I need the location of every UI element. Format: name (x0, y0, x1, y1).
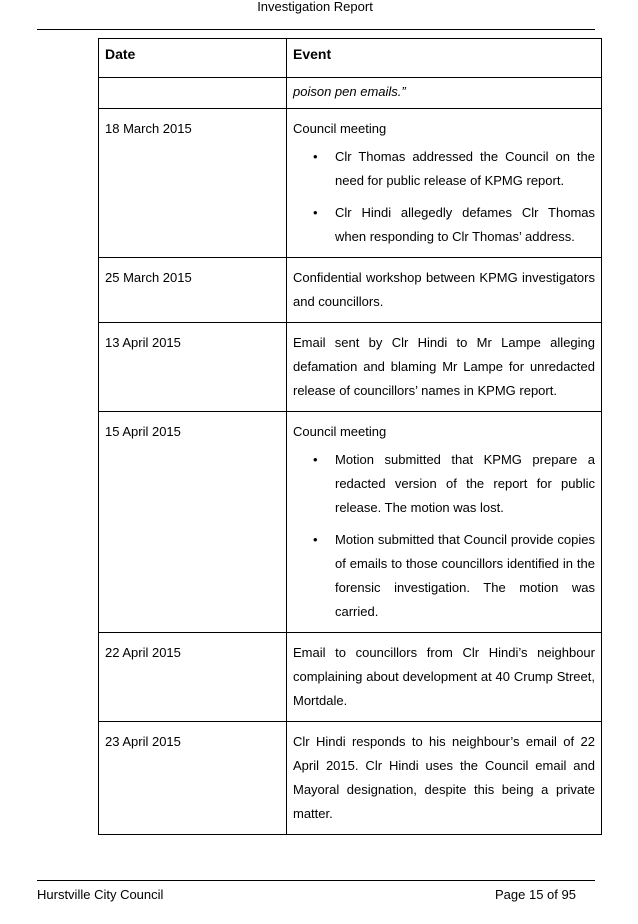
event-cell (287, 109, 602, 258)
event-title: Council meeting (293, 121, 387, 136)
table-row (99, 109, 602, 258)
date-cell: 22 April 2015 (99, 633, 287, 722)
table-row (99, 323, 602, 412)
list-item: • Motion submitted that Council provide copies of emails to those councillors identified in the forensic investigation. The motion was carried. (293, 528, 595, 624)
footer-organisation: Hurstville City Council (37, 887, 164, 902)
table-row (99, 78, 602, 109)
list-item: • Clr Hindi allegedly defames Clr Thomas when responding to Clr Thomas’ address. (293, 201, 595, 249)
event-cell (287, 412, 602, 633)
date-cell: 23 April 2015 (99, 722, 287, 835)
table-row (99, 412, 602, 633)
date-cell: 15 April 2015 (99, 412, 287, 633)
events-table (98, 38, 602, 835)
event-bullet-list (293, 145, 595, 249)
table-row (99, 258, 602, 323)
date-cell: 25 March 2015 (99, 258, 287, 323)
page-number: Page 15 of 95 (495, 887, 576, 902)
page-header-title: Investigation Report (257, 0, 373, 14)
date-cell: 13 April 2015 (99, 323, 287, 412)
footer-divider (37, 880, 595, 881)
column-header-event: Event (287, 39, 602, 78)
event-cell: Confidential workshop between KPMG investigators and councillors. (287, 258, 602, 323)
event-title: Council meeting (293, 424, 387, 439)
bullet-icon: • (313, 149, 318, 164)
table-row (99, 633, 602, 722)
bullet-icon: • (313, 452, 318, 467)
event-bullet-list (293, 448, 595, 624)
list-item: • Motion submitted that KPMG prepare a redacted version of the report for public release. The motion was lost. (293, 448, 595, 520)
header-divider (37, 29, 595, 30)
bullet-icon: • (313, 532, 318, 547)
event-cell: Email to councillors from Clr Hindi’s neighbour complaining about development at 40 Crump Street, Mortdale. (287, 633, 602, 722)
date-cell: 18 March 2015 (99, 109, 287, 258)
event-cell: Clr Hindi responds to his neighbour’s email of 22 April 2015. Clr Hindi uses the Council email and Mayoral designation, despite this being a private matter. (287, 722, 602, 835)
event-cell: poison pen emails.” (287, 78, 602, 109)
date-cell (99, 78, 287, 109)
column-header-date: Date (99, 39, 287, 78)
table-row (99, 722, 602, 835)
event-cell: Email sent by Clr Hindi to Mr Lampe alleging defamation and blaming Mr Lampe for unredacted release of councillors’ names in KPMG report. (287, 323, 602, 412)
list-item: • Clr Thomas addressed the Council on the need for public release of KPMG report. (293, 145, 595, 193)
bullet-icon: • (313, 205, 318, 220)
table-header-row (99, 39, 602, 78)
